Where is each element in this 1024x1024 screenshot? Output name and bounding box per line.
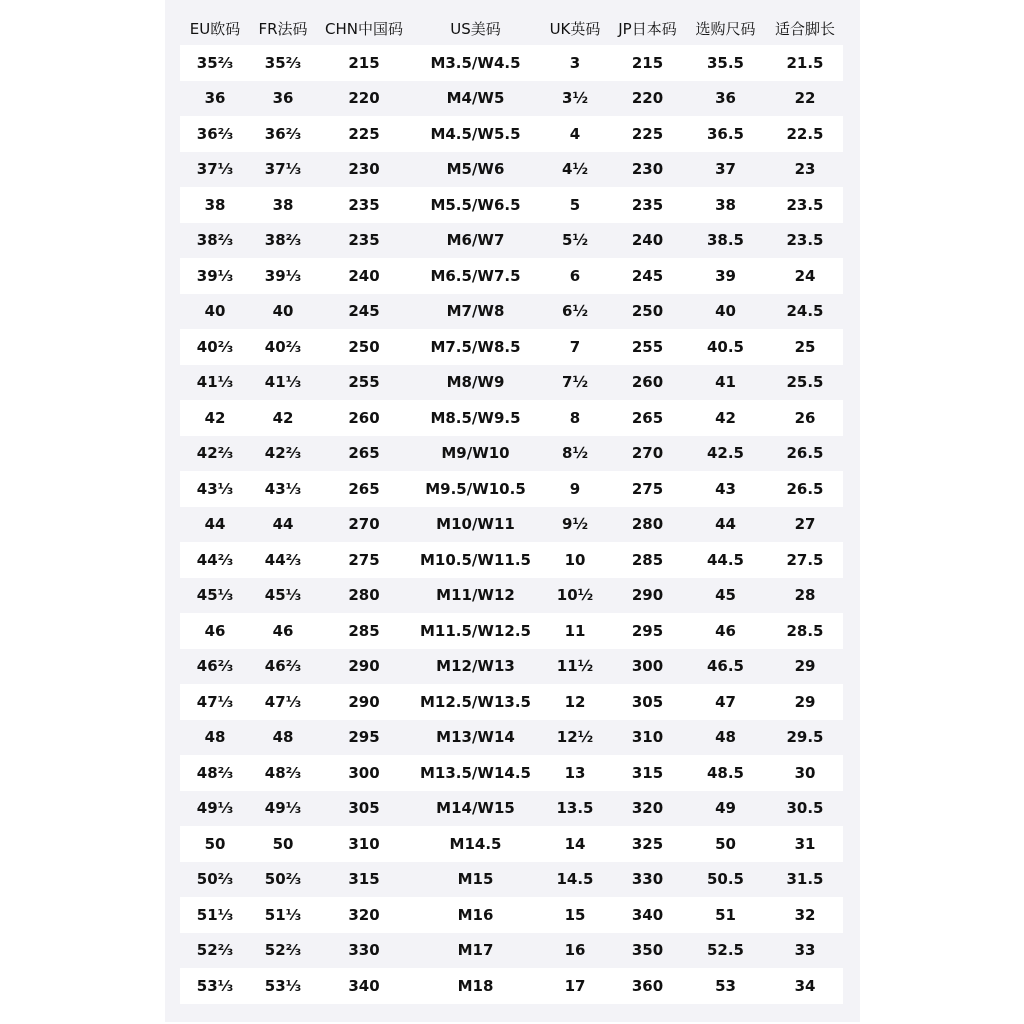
cell-eu: 49⅓: [196, 799, 234, 818]
cell-fr: 48⅔: [264, 763, 302, 782]
cell-us: M18: [457, 976, 494, 995]
cell-us: M7.5/W8.5: [430, 337, 521, 356]
cell-foot-length: 26.5: [786, 479, 824, 498]
cell-chn: 260: [348, 408, 380, 427]
table-row: [180, 613, 843, 649]
cell-uk: 13: [564, 763, 586, 782]
cell-fr: 44: [272, 515, 294, 534]
cell-jp: 280: [631, 515, 664, 534]
cell-uk: 3: [569, 53, 581, 72]
cell-fr: 38: [272, 195, 294, 214]
cell-uk: 12½: [556, 728, 594, 747]
table-row: [180, 329, 843, 365]
cell-eu: 40: [204, 302, 226, 321]
cell-uk: 16: [564, 941, 586, 960]
cell-foot-length: 25: [794, 337, 816, 356]
cell-purchase-size: 53: [715, 976, 736, 995]
cell-jp: 270: [631, 444, 664, 463]
table-row: [180, 187, 843, 223]
table-row: [180, 542, 843, 578]
cell-eu: 35⅔: [196, 53, 234, 72]
cell-foot-length: 30.5: [786, 799, 824, 818]
cell-eu: 38: [204, 195, 226, 214]
cell-us: M10.5/W11.5: [420, 550, 531, 569]
cell-fr: 48: [272, 728, 294, 747]
cell-jp: 260: [631, 373, 664, 392]
cell-eu: 53⅓: [196, 976, 234, 995]
table-row: [180, 791, 843, 827]
cell-jp: 215: [631, 53, 664, 72]
cell-foot-length: 23.5: [786, 195, 824, 214]
cell-uk: 11½: [556, 657, 594, 676]
cell-foot-length: 30: [794, 763, 816, 782]
cell-uk: 10: [564, 550, 586, 569]
cell-eu: 43⅓: [196, 479, 234, 498]
cell-chn: 330: [348, 941, 380, 960]
cell-uk: 7: [569, 337, 581, 356]
cell-us: M4.5/W5.5: [430, 124, 521, 143]
cell-purchase-size: 44: [715, 515, 736, 534]
cell-jp: 235: [631, 195, 664, 214]
cell-us: M9/W10: [441, 444, 510, 463]
cell-purchase-size: 52.5: [706, 941, 744, 960]
cell-us: M12.5/W13.5: [420, 692, 531, 711]
cell-purchase-size: 46.5: [706, 657, 744, 676]
cell-uk: 4½: [562, 160, 588, 179]
cell-foot-length: 34: [794, 976, 816, 995]
cell-foot-length: 26: [794, 408, 816, 427]
cell-foot-length: 29.5: [786, 728, 824, 747]
cell-chn: 285: [348, 621, 380, 640]
cell-uk: 15: [564, 905, 586, 924]
cell-jp: 220: [631, 89, 664, 108]
header-fr: FR法码: [258, 19, 308, 38]
cell-uk: 4: [569, 124, 581, 143]
cell-fr: 42⅔: [264, 444, 302, 463]
cell-eu: 36: [204, 89, 226, 108]
cell-eu: 52⅔: [196, 941, 234, 960]
header-chn: CHN中国码: [325, 19, 403, 38]
cell-purchase-size: 50.5: [706, 870, 744, 889]
cell-chn: 235: [348, 231, 380, 250]
cell-jp: 325: [631, 834, 664, 853]
cell-us: M16: [457, 905, 494, 924]
cell-purchase-size: 36: [715, 89, 736, 108]
cell-fr: 50⅔: [264, 870, 302, 889]
cell-jp: 265: [631, 408, 664, 427]
table-row: [180, 258, 843, 294]
cell-eu: 50⅔: [196, 870, 234, 889]
cell-jp: 250: [631, 302, 664, 321]
cell-fr: 46: [272, 621, 294, 640]
cell-jp: 340: [631, 905, 664, 924]
cell-chn: 270: [348, 515, 380, 534]
cell-uk: 12: [564, 692, 586, 711]
cell-eu: 39⅓: [196, 266, 234, 285]
cell-purchase-size: 39: [715, 266, 736, 285]
table-row: [180, 294, 843, 330]
cell-purchase-size: 50: [715, 834, 736, 853]
cell-jp: 330: [631, 870, 664, 889]
cell-purchase-size: 40: [715, 302, 736, 321]
cell-jp: 290: [631, 586, 664, 605]
cell-chn: 225: [348, 124, 380, 143]
cell-foot-length: 24: [794, 266, 816, 285]
cell-uk: 6: [569, 266, 581, 285]
cell-eu: 48: [204, 728, 226, 747]
cell-fr: 40⅔: [264, 337, 302, 356]
table-row: [180, 649, 843, 685]
cell-us: M14/W15: [436, 799, 515, 818]
cell-eu: 42: [204, 408, 226, 427]
cell-fr: 41⅓: [264, 373, 302, 392]
cell-chn: 290: [348, 657, 380, 676]
cell-purchase-size: 41: [715, 373, 736, 392]
cell-us: M6/W7: [446, 231, 505, 250]
cell-us: M5/W6: [446, 160, 505, 179]
table-row: [180, 720, 843, 756]
cell-jp: 315: [631, 763, 664, 782]
cell-us: M7/W8: [446, 302, 505, 321]
cell-eu: 38⅔: [196, 231, 234, 250]
cell-us: M3.5/W4.5: [430, 53, 521, 72]
cell-jp: 360: [631, 976, 664, 995]
cell-us: M13.5/W14.5: [420, 763, 531, 782]
header-uk: UK英码: [549, 19, 601, 38]
cell-foot-length: 27.5: [786, 550, 824, 569]
header-us: US美码: [450, 19, 501, 38]
cell-purchase-size: 38.5: [706, 231, 744, 250]
cell-foot-length: 29: [794, 657, 816, 676]
table-row: [180, 933, 843, 969]
cell-eu: 41⅓: [196, 373, 234, 392]
cell-eu: 46⅔: [196, 657, 234, 676]
header-purchase-size: 选购尺码: [695, 19, 756, 38]
cell-eu: 36⅔: [196, 124, 234, 143]
cell-purchase-size: 40.5: [706, 337, 744, 356]
cell-fr: 44⅔: [264, 550, 302, 569]
cell-chn: 310: [348, 834, 380, 853]
table-row: [180, 968, 843, 1004]
cell-foot-length: 33: [794, 941, 816, 960]
cell-foot-length: 21.5: [786, 53, 824, 72]
cell-jp: 255: [631, 337, 664, 356]
table-row: [180, 365, 843, 401]
cell-chn: 255: [348, 373, 380, 392]
cell-foot-length: 28: [794, 586, 816, 605]
cell-foot-length: 32: [794, 905, 816, 924]
cell-fr: 38⅔: [264, 231, 302, 250]
cell-us: M9.5/W10.5: [425, 479, 526, 498]
cell-jp: 245: [631, 266, 664, 285]
cell-fr: 35⅔: [264, 53, 302, 72]
cell-fr: 43⅓: [264, 479, 302, 498]
cell-chn: 320: [348, 905, 380, 924]
cell-fr: 46⅔: [264, 657, 302, 676]
cell-chn: 220: [348, 89, 380, 108]
cell-chn: 215: [348, 53, 380, 72]
table-row: [180, 755, 843, 791]
cell-uk: 10½: [556, 586, 594, 605]
cell-uk: 9½: [562, 515, 588, 534]
table-row: [180, 223, 843, 259]
cell-eu: 44: [204, 515, 226, 534]
cell-chn: 245: [348, 302, 380, 321]
table-row: [180, 116, 843, 152]
cell-us: M6.5/W7.5: [430, 266, 521, 285]
cell-fr: 50: [272, 834, 294, 853]
cell-chn: 240: [348, 266, 380, 285]
table-row: [180, 684, 843, 720]
cell-fr: 39⅓: [264, 266, 302, 285]
cell-chn: 295: [348, 728, 380, 747]
cell-eu: 45⅓: [196, 586, 234, 605]
cell-chn: 340: [348, 976, 380, 995]
cell-fr: 45⅓: [264, 586, 302, 605]
cell-jp: 230: [631, 160, 664, 179]
cell-foot-length: 23.5: [786, 231, 824, 250]
table-row: [180, 81, 843, 117]
table-header: [180, 10, 843, 46]
cell-chn: 305: [348, 799, 380, 818]
table-row: [180, 471, 843, 507]
table-row: [180, 897, 843, 933]
cell-chn: 230: [348, 160, 380, 179]
cell-jp: 225: [631, 124, 664, 143]
cell-purchase-size: 38: [715, 195, 736, 214]
cell-uk: 6½: [562, 302, 588, 321]
table-row: [180, 400, 843, 436]
cell-jp: 240: [631, 231, 664, 250]
cell-uk: 17: [564, 976, 586, 995]
cell-us: M12/W13: [436, 657, 515, 676]
cell-uk: 14.5: [556, 870, 594, 889]
cell-eu: 44⅔: [196, 550, 234, 569]
cell-purchase-size: 47: [715, 692, 736, 711]
cell-chn: 250: [348, 337, 380, 356]
cell-purchase-size: 42.5: [706, 444, 744, 463]
cell-eu: 42⅔: [196, 444, 234, 463]
cell-us: M5.5/W6.5: [430, 195, 521, 214]
header-eu: EU欧码: [189, 19, 241, 38]
cell-purchase-size: 49: [715, 799, 736, 818]
cell-jp: 300: [631, 657, 664, 676]
cell-eu: 47⅓: [196, 692, 234, 711]
cell-uk: 11: [564, 621, 586, 640]
cell-foot-length: 27: [794, 515, 816, 534]
cell-jp: 275: [631, 479, 664, 498]
cell-foot-length: 31.5: [786, 870, 824, 889]
cell-uk: 8: [569, 408, 581, 427]
cell-eu: 51⅓: [196, 905, 234, 924]
cell-purchase-size: 36.5: [706, 124, 744, 143]
cell-foot-length: 25.5: [786, 373, 824, 392]
cell-us: M13/W14: [436, 728, 515, 747]
cell-eu: 48⅔: [196, 763, 234, 782]
cell-foot-length: 29: [794, 692, 816, 711]
cell-foot-length: 24.5: [786, 302, 824, 321]
cell-chn: 265: [348, 479, 380, 498]
cell-fr: 36: [272, 89, 294, 108]
cell-uk: 7½: [562, 373, 588, 392]
cell-fr: 53⅓: [264, 976, 302, 995]
cell-purchase-size: 37: [715, 160, 736, 179]
cell-foot-length: 26.5: [786, 444, 824, 463]
cell-chn: 275: [348, 550, 380, 569]
cell-jp: 295: [631, 621, 664, 640]
header-jp: JP日本码: [618, 19, 677, 38]
cell-fr: 40: [272, 302, 294, 321]
cell-purchase-size: 43: [715, 479, 736, 498]
cell-foot-length: 28.5: [786, 621, 824, 640]
header-foot-length: 适合脚长: [774, 19, 835, 38]
table-row: [180, 152, 843, 188]
cell-chn: 290: [348, 692, 380, 711]
table-row: [180, 862, 843, 898]
cell-jp: 285: [631, 550, 664, 569]
cell-us: M11/W12: [436, 586, 515, 605]
cell-fr: 49⅓: [264, 799, 302, 818]
size-table-body: [180, 45, 843, 1004]
cell-chn: 235: [348, 195, 380, 214]
cell-foot-length: 31: [794, 834, 816, 853]
cell-jp: 305: [631, 692, 664, 711]
cell-purchase-size: 46: [715, 621, 736, 640]
cell-us: M8.5/W9.5: [430, 408, 521, 427]
cell-us: M14.5: [449, 834, 502, 853]
cell-jp: 320: [631, 799, 664, 818]
cell-us: M10/W11: [436, 515, 515, 534]
table-row: [180, 45, 843, 81]
cell-us: M8/W9: [446, 373, 505, 392]
cell-fr: 51⅓: [264, 905, 302, 924]
cell-eu: 40⅔: [196, 337, 234, 356]
cell-purchase-size: 45: [715, 586, 736, 605]
cell-us: M11.5/W12.5: [420, 621, 531, 640]
cell-uk: 5: [569, 195, 581, 214]
cell-chn: 300: [348, 763, 380, 782]
cell-eu: 37⅓: [196, 160, 234, 179]
cell-uk: 8½: [562, 444, 588, 463]
cell-uk: 14: [564, 834, 586, 853]
cell-purchase-size: 35.5: [706, 53, 744, 72]
cell-purchase-size: 48: [715, 728, 736, 747]
cell-eu: 50: [204, 834, 226, 853]
cell-foot-length: 23: [794, 160, 816, 179]
cell-fr: 42: [272, 408, 294, 427]
cell-jp: 350: [631, 941, 664, 960]
cell-chn: 280: [348, 586, 380, 605]
cell-foot-length: 22: [794, 89, 816, 108]
cell-us: M4/W5: [446, 89, 505, 108]
cell-uk: 9: [569, 479, 581, 498]
cell-fr: 36⅔: [264, 124, 302, 143]
cell-fr: 47⅓: [264, 692, 302, 711]
cell-uk: 3½: [562, 89, 588, 108]
cell-chn: 265: [348, 444, 380, 463]
table-row: [180, 826, 843, 862]
cell-uk: 13.5: [556, 799, 594, 818]
cell-fr: 52⅔: [264, 941, 302, 960]
cell-fr: 37⅓: [264, 160, 302, 179]
table-row: [180, 507, 843, 543]
cell-eu: 46: [204, 621, 226, 640]
cell-purchase-size: 44.5: [706, 550, 744, 569]
table-row: [180, 436, 843, 472]
cell-foot-length: 22.5: [786, 124, 824, 143]
cell-us: M15: [457, 870, 494, 889]
cell-chn: 315: [348, 870, 380, 889]
cell-purchase-size: 42: [715, 408, 736, 427]
table-row: [180, 578, 843, 614]
cell-purchase-size: 51: [715, 905, 736, 924]
cell-jp: 310: [631, 728, 664, 747]
cell-us: M17: [457, 941, 494, 960]
cell-uk: 5½: [562, 231, 588, 250]
cell-purchase-size: 48.5: [706, 763, 744, 782]
